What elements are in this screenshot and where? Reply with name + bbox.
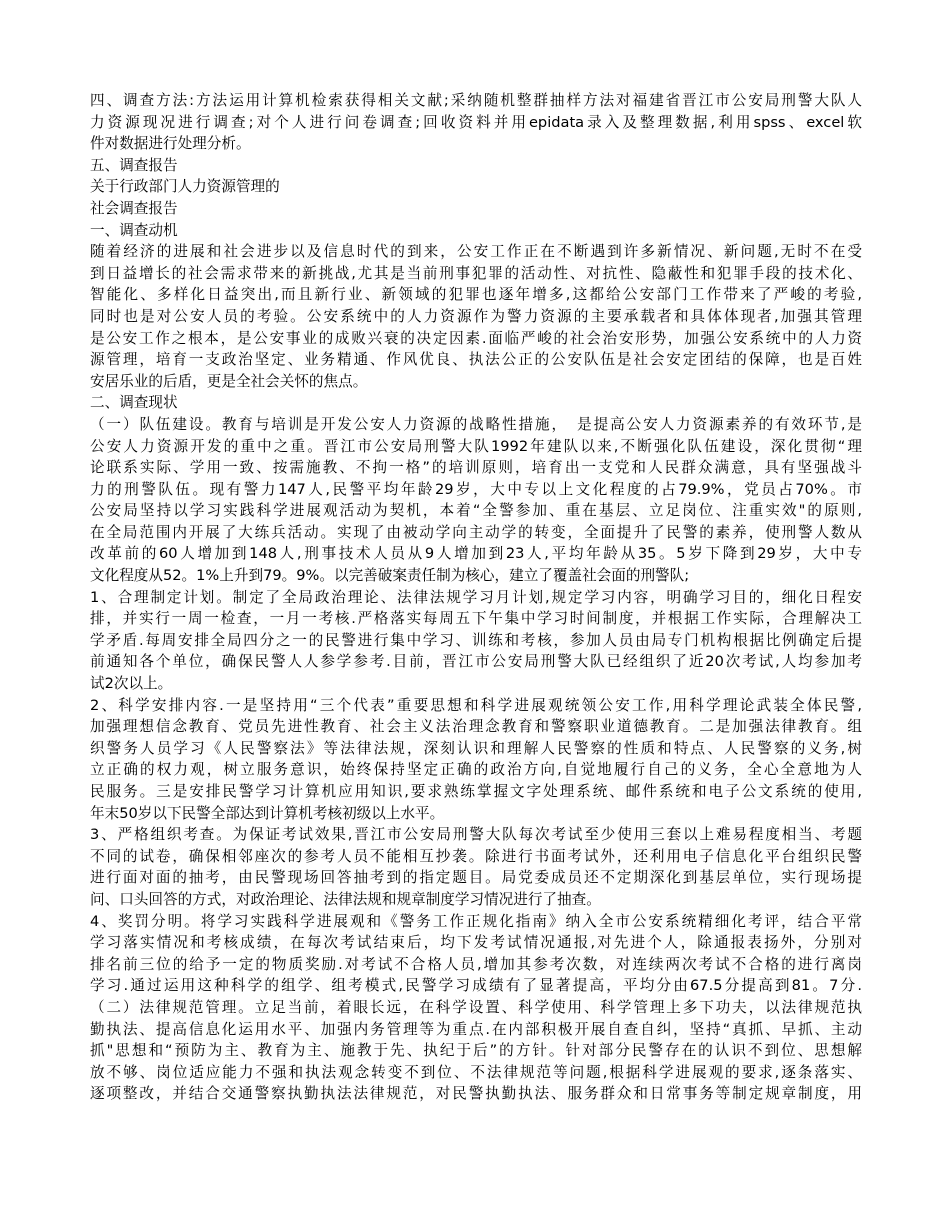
text-line: 排，并实行一周一检查，一月一考核.严格落实每周五下午集中学习时间制度，并根据工作实际，合理解决工 (90, 610, 862, 628)
text-line: 是公安工作之根本，是公安事业的成败兴衰的决定因素.面临严峻的社会治安形势，加强公安系统中的人力资 (90, 329, 862, 347)
text-line: 社会调查报告 (90, 199, 178, 217)
text-line: 一、调查动机 (90, 221, 178, 239)
text-line: 二、调查现状 (90, 394, 178, 412)
text-line: （二）法律规范管理。立足当前，着眼长远，在科学设置、科学使用、科学管理上多下功夫，以法律规范执 (90, 998, 862, 1016)
text-line: 立正确的权力观，树立服务意识，始终保持坚定正确的政治方向,自觉地履行自己的义务，全心全意地为人 (90, 761, 862, 779)
text-line: 四、调查方法:方法运用计算机检索获得相关文献;采纳随机整群抽样方法对福建省晋江市公安局刑警大队人 (90, 92, 862, 109)
text-line: 4、奖罚分明。将学习实践科学进展观和《警务工作正规化指南》纳入全市公安系统精细化考评，结合平常 (90, 912, 862, 930)
text-line: 前通知各个单位，确保民警人人参学参考.目前，晋江市公安局刑警大队已经组织了近20次考试,人均参加考 (90, 653, 862, 671)
text-line: 问、口头回答的方式，对政治理论、法律法规和规章制度学习情况进行了抽查。 (90, 890, 601, 908)
text-line: 放不够、岗位适应能力不强和执法观念转变不到位、不法律规范等问题,根据科学进展观的要求,逐条落实、 (90, 1063, 862, 1081)
text-line: 公安人力资源开发的重中之重。晋江市公安局刑警大队1992年建队以来,不断强化队伍建设，深化贯彻“理 (90, 437, 862, 455)
text-line: 学矛盾.每周安排全局四分之一的民警进行集中学习、训练和考核，参加人员由局专门机构根据比例确定后提 (90, 631, 862, 649)
text-line: 同时也是对公安人员的考验。公安系统中的人力资源作为警力资源的主要承载者和具体体现者,加强其管理 (90, 307, 862, 325)
text-line: 学习.通过运用这种科学的组学、组考模式,民警学习成绩有了显著提高，平均分由67.5分提高到81。7分. (90, 977, 862, 995)
text-line: 不同的试卷，确保相邻座次的参考人员不能相互抄袭。除进行书面考试外，还利用电子信息化平台组织民警 (90, 847, 862, 865)
text-line: 力资源现况进行调查;对个人进行问卷调查;回收资料并用epidata录入及整理数据,利用spss、excel软 (90, 113, 862, 131)
text-line: 勤执法、提高信息化运用水平、加强内务管理等为重点.在内部积极开展自查自纠，坚持“真抓、早抓、主动 (90, 1020, 862, 1038)
text-line: 源管理，培育一支政治坚定、业务精通、作风优良、执法公正的公安队伍是社会安定团结的保障，也是百姓 (90, 351, 862, 369)
text-line: 在全局范围内开展了大练兵活动。实现了由被动学向主动学的转变，全面提升了民警的素养，使刑警人数从 (90, 523, 862, 541)
text-line: 文化程度从52。1%上升到79。9%。以完善破案责任制为核心，建立了覆盖社会面的刑警队; (90, 567, 690, 585)
text-line: 排名前三位的给予一定的物质奖励.对考试不合格人员,增加其参考次数，对连续两次考试不合格的进行离岗 (90, 955, 862, 973)
text-line: 随着经济的进展和社会进步以及信息时代的到来，公安工作正在不断遇到许多新情况、新问题,无时不在受 (90, 243, 862, 261)
text-line: 件对数据进行处理分析。 (90, 135, 251, 153)
text-line: 加强理想信念教育、党员先进性教育、社会主义法治理念教育和警察职业道德教育。二是加强法律教育。组 (90, 718, 862, 736)
text-line: 力的刑警队伍。现有警力147人,民警平均年龄29岁，大中专以上文化程度的占79.9%，党员占70%。市 (90, 480, 862, 498)
text-line: 论联系实际、学用一致、按需施教、不拘一格”的培训原则，培育出一支党和人民群众满意，具有坚强战斗 (90, 459, 862, 477)
text-line: 逐项整改，并结合交通警察执勤执法法律规范，对民警执勤执法、服务群众和日常事务等制定规章制度，用 (90, 1085, 862, 1103)
text-line: 抓"思想和“预防为主、教育为主、施教于先、执纪于后”的方针。针对部分民警存在的认识不到位、思想解 (90, 1042, 862, 1060)
text-line: （一）队伍建设。教育与培训是开发公安人力资源的战略性措施， 是提高公安人力资源素养的有效环节,是 (90, 415, 862, 433)
text-line: 安居乐业的后盾，更是全社会关怀的焦点。 (90, 372, 368, 390)
text-line: 民服务。三是安排民警学习计算机应用知识,要求熟练掌握文字处理系统、邮件系统和电子公文系统的使用, (90, 783, 862, 800)
text-line: 进行面对面的抽考，由民警现场回答抽考到的指定题目。局党委成员还不定期深化到基层单位，实行现场提 (90, 869, 862, 887)
text-line: 年末50岁以下民警全部达到计算机考核初级以上水平。 (90, 804, 445, 822)
text-line: 织警务人员学习《人民警察法》等法律法规，深刻认识和理解人民警察的性质和特点、人民警察的义务,树 (90, 739, 862, 757)
text-line: 改革前的60人增加到148人,刑事技术人员从9人增加到23人,平均年龄从35。5岁下降到29岁，大中专 (90, 545, 862, 563)
text-line: 智能化、多样化日益突出,而且新行业、新领域的犯罪也逐年增多,这都给公安部门工作带来了严峻的考验, (90, 286, 862, 304)
text-line: 学习落实情况和考核成绩，在每次考试结束后，均下发考试情况通报,对先进个人，除通报表扬外，分别对 (90, 934, 862, 952)
text-line: 1、合理制定计划。制定了全局政治理论、法律法规学习月计划,规定学习内容，明确学习目的，细化日程安 (90, 588, 862, 606)
text-line: 五、调查报告 (90, 156, 178, 174)
text-line: 到日益增长的社会需求带来的新挑战,尤其是当前刑事犯罪的活动性、对抗性、隐蔽性和犯罪手段的技术化、 (90, 264, 862, 282)
text-line: 试2次以上。 (90, 675, 173, 693)
text-line: 2、科学安排内容.一是坚持用“三个代表”重要思想和科学进展观统领公安工作,用科学理论武装全体民警, (90, 696, 862, 714)
text-line: 公安局坚持以学习实践科学进展观活动为契机，本着“全警参加、重在基层、立足岗位、注重实效"的原则, (90, 502, 862, 520)
text-line: 关于行政部门人力资源管理的 (90, 178, 280, 196)
document-body (90, 90, 862, 1105)
text-line: 3、严格组织考查。为保证考试效果,晋江市公安局刑警大队每次考试至少使用三套以上难易程度相当、考题 (90, 826, 862, 844)
